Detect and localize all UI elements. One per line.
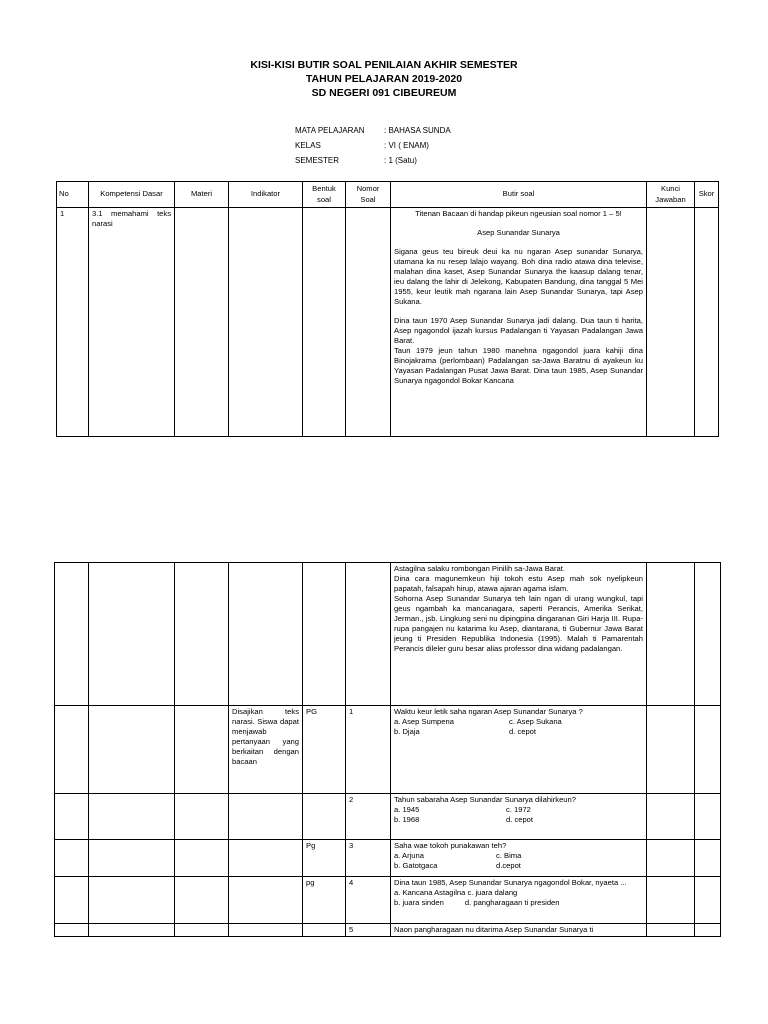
option-d: d. cepot bbox=[506, 815, 534, 825]
grid-table-page1 bbox=[56, 181, 719, 437]
option-a: a. 1945 bbox=[394, 805, 420, 815]
option-c: c. 1972 bbox=[506, 805, 531, 815]
row-bentuk bbox=[303, 208, 346, 437]
row-indikator bbox=[229, 877, 303, 924]
question-text: Dina taun 1985, Asep Sunandar Sunarya ngagondol Bokar, nyaeta ... bbox=[394, 878, 627, 887]
option-c: c. Asep Sukana bbox=[509, 717, 562, 727]
story-paragraph: Taun 1979 jeun tahun 1980 manehna ngagondol juara kahiji dina Binojakrama (perlombaan) Padalangan sa-Jawa Baratnu di ayakeun ku Yayasan Padalangan Pusat Jawa Barat. Dina taun 1985, Asep Sunandar Sunarya ngagondol Bokar Kancana bbox=[394, 346, 643, 386]
option-d: d. cepot bbox=[509, 727, 537, 737]
row-bentuk: Pg bbox=[303, 840, 346, 877]
story-paragraph: Astagilna salaku rombongan Pinilih sa-Jawa Barat. bbox=[394, 564, 565, 573]
table-row bbox=[55, 563, 721, 706]
row-kompetensi: 3.1 memahami teks narasi bbox=[89, 208, 175, 437]
table-row bbox=[55, 877, 721, 924]
row-indikator bbox=[229, 208, 303, 437]
option-a: a. Arjuna bbox=[394, 851, 424, 861]
col-kunci: Kunci Jawaban bbox=[647, 182, 695, 208]
row-bentuk: pg bbox=[303, 877, 346, 924]
doc-year: TAHUN PELAJARAN 2019-2020 bbox=[305, 73, 463, 85]
story-title: Asep Sunandar Sunarya bbox=[477, 228, 560, 238]
col-nomor: Nomor Soal bbox=[346, 182, 391, 208]
meta-label: SEMESTER bbox=[295, 156, 340, 165]
question-text: Waktu keur letik saha ngaran Asep Sunandar Sunarya ? bbox=[394, 707, 583, 716]
row-nomor: 1 bbox=[346, 706, 391, 794]
story-paragraph: Dina cara magunemkeun hiji tokoh estu Asep mah sok nyelipkeun papatah, falsapah hirup, atawa ajaran agama islam. bbox=[394, 574, 643, 594]
option-b: b. Gatotgaca bbox=[394, 861, 438, 871]
doc-school: SD NEGERI 091 CIBEUREUM bbox=[311, 87, 457, 99]
table-row bbox=[55, 794, 721, 840]
table-row bbox=[55, 706, 721, 794]
story-paragraph: Sohorna Asep Sunandar Sunarya teh lain ngan di urang wungkul, tapi geus ngambah ka mancanagara, saperti Perancis, Amerika Serikat, Jerman., jsb. Lingkung seni nu dipingpina dingaranan Giri Harja III. Rupa-rupa pangajen nu katarima ku Asep, diantarana, ti Gubernur Jawa Barat jeung ti Presiden Republika Indonesia (1995). Malah ti Pamarentah Perancis dileler guru besar alias professor dina widang padalangan. bbox=[394, 594, 643, 654]
row-nomor: 3 bbox=[346, 840, 391, 877]
question-cell bbox=[391, 924, 647, 937]
row-nomor: 2 bbox=[346, 794, 391, 840]
option-c: c. Bima bbox=[496, 851, 522, 861]
row-bentuk: PG bbox=[303, 706, 346, 794]
row-no: 1 bbox=[57, 208, 89, 437]
row-indikator bbox=[229, 794, 303, 840]
meta-value: : VI ( ENAM) bbox=[384, 141, 429, 150]
story-paragraph: Dina taun 1970 Asep Sunandar Sunarya jadi dalang. Dua taun ti harita, Asep ngagondol ijazah kursus Padalangan ti Yayasan Padalangan Jawa Barat. bbox=[394, 316, 643, 346]
question-cell bbox=[391, 840, 647, 877]
row-butir bbox=[391, 563, 647, 706]
story-paragraph: Sigana geus teu bireuk deui ka nu ngaran Asep sunandar Sunarya, utamana ka nu resep lalajo wayang. Boh dina radio atawa dina televise, malahan dina kaset, Asep Sunandar Sunarya the kaasup dalang tenar, ieu dalang the lahir di Jelekong, Kabupaten Bandung, dina tanggal 5 Mei 1955, keur leutik mah ngarana lain Asep Sunandar Sunarya, tapi Asep Sukana. bbox=[394, 247, 643, 307]
row-nomor bbox=[346, 208, 391, 437]
doc-title: KISI-KISI BUTIR SOAL PENILAIAN AKHIR SEMESTER bbox=[250, 59, 518, 71]
option-a: a. Asep Sumpena bbox=[394, 717, 454, 727]
row-bentuk bbox=[303, 924, 346, 937]
col-skor: Skor bbox=[695, 182, 719, 208]
row-nomor: 5 bbox=[346, 924, 391, 937]
row-butir bbox=[391, 208, 647, 437]
option-line: b. juara sinden d. pangharagaan ti presiden bbox=[394, 898, 560, 908]
question-cell bbox=[391, 706, 647, 794]
col-materi: Materi bbox=[175, 182, 229, 208]
question-text: Saha wae tokoh punakawan teh? bbox=[394, 841, 507, 850]
row-indikator bbox=[229, 840, 303, 877]
col-indikator: Indikator bbox=[229, 182, 303, 208]
row-kunci bbox=[647, 208, 695, 437]
col-no: No bbox=[57, 182, 89, 208]
row-nomor: 4 bbox=[346, 877, 391, 924]
table-header-row bbox=[57, 182, 719, 208]
option-b: b. Djaja bbox=[394, 727, 420, 737]
question-cell bbox=[391, 877, 647, 924]
meta-value: : BAHASA SUNDA bbox=[384, 126, 451, 135]
grid-table-page2 bbox=[54, 562, 721, 937]
option-d: d.cepot bbox=[496, 861, 521, 871]
table-row bbox=[55, 924, 721, 937]
row-materi bbox=[175, 208, 229, 437]
row-skor bbox=[695, 208, 719, 437]
row-bentuk bbox=[303, 794, 346, 840]
question-cell bbox=[391, 794, 647, 840]
row-indikator: Disajikan teks narasi. Siswa dapat menjawab pertanyaan yang berkaitan dengan bacaan bbox=[229, 706, 303, 794]
option-b: b. 1968 bbox=[394, 815, 420, 825]
question-text: Tahun sabaraha Asep Sunandar Sunarya dilahirkeun? bbox=[394, 795, 576, 804]
table-row bbox=[57, 208, 719, 437]
meta-label: MATA PELAJARAN bbox=[295, 126, 365, 135]
question-text: Naon pangharagaan nu ditarima Asep Sunandar Sunarya ti bbox=[394, 925, 594, 934]
meta-value: : 1 (Satu) bbox=[384, 156, 417, 165]
meta-label: KELAS bbox=[295, 141, 321, 150]
reading-instruction: Titenan Bacaan di handap pikeun ngeusian soal nomor 1 – 5! bbox=[415, 209, 622, 218]
col-bentuk: Bentuk soal bbox=[303, 182, 346, 208]
col-kompetensi: Kompetensi Dasar bbox=[89, 182, 175, 208]
row-indikator bbox=[229, 924, 303, 937]
col-butir: Butir soal bbox=[391, 182, 647, 208]
table-row bbox=[55, 840, 721, 877]
option-line: a. Kancana Astagilna c. juara dalang bbox=[394, 888, 518, 898]
